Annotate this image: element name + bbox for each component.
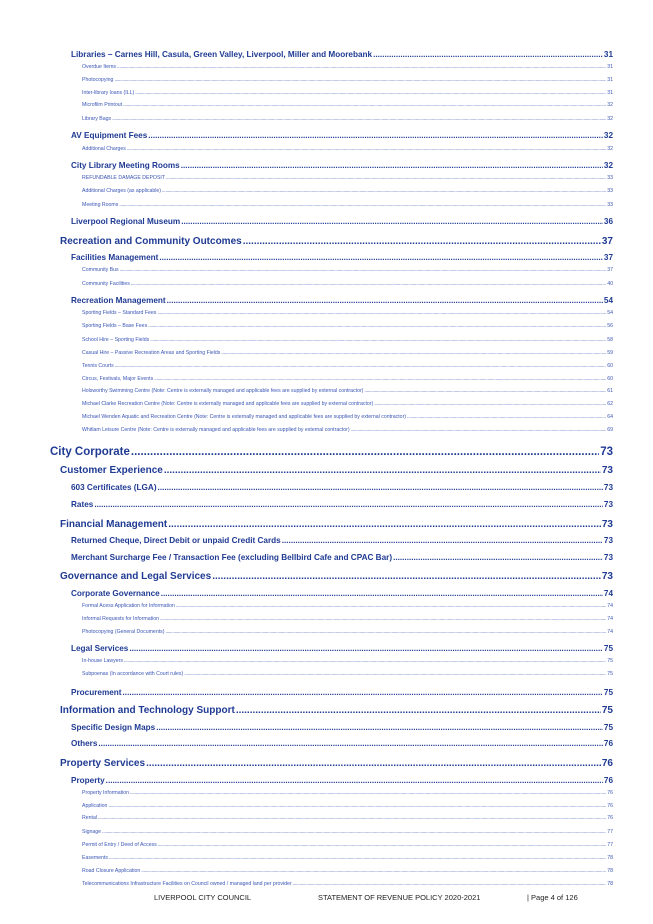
toc-entry-page: 54 [603, 296, 613, 305]
toc-entry[interactable] [82, 401, 613, 407]
toc-entry-title: Application [82, 803, 108, 809]
toc-entry[interactable] [82, 116, 613, 122]
toc-entry-title: Property Services [60, 758, 146, 769]
toc-entry-page: 73 [601, 519, 613, 530]
toc-dot-leader [162, 188, 606, 194]
toc-entry-page: 32 [607, 102, 613, 108]
toc-dot-leader [181, 217, 603, 226]
toc-dot-leader [393, 553, 603, 562]
toc-entry-page: 77 [607, 829, 613, 835]
toc-entry[interactable] [82, 790, 613, 796]
toc-entry-title: Subpoenas (In accordance with Court rules) [82, 671, 184, 677]
toc-entry[interactable] [82, 363, 613, 369]
toc-dot-leader [109, 855, 606, 861]
toc-entry[interactable] [71, 500, 613, 509]
toc-entry[interactable] [82, 881, 613, 887]
toc-entry-title: Property Information [82, 790, 129, 796]
toc-entry[interactable] [82, 855, 613, 861]
toc-entry-page: 76 [603, 776, 613, 785]
toc-dot-leader [127, 146, 606, 152]
toc-entry-page: 74 [607, 616, 613, 622]
toc-dot-leader [156, 723, 603, 732]
toc-entry-page: 78 [607, 855, 613, 861]
toc-entry-title: Informal Requests for Information [82, 616, 159, 622]
toc-entry[interactable] [71, 553, 613, 562]
toc-entry-page: 76 [607, 790, 613, 796]
toc-entry[interactable] [82, 102, 613, 108]
toc-entry[interactable] [82, 803, 613, 809]
toc-entry-title: Sporting Fields – Standard Fees [82, 310, 157, 316]
toc-entry[interactable] [71, 131, 613, 140]
toc-entry[interactable] [82, 350, 613, 356]
toc-entry[interactable] [82, 64, 613, 70]
toc-entry[interactable] [82, 202, 613, 208]
toc-entry-title: Information and Technology Support [60, 705, 235, 716]
toc-entry-title: Casual Hire – Passive Recreation Areas and Sporting Fields [82, 350, 221, 356]
toc-entry-page: 74 [607, 629, 613, 635]
toc-dot-leader [150, 337, 606, 343]
toc-entry-title: Additional Charges (as applicable) [82, 188, 162, 194]
toc-entry-title: Liverpool Regional Museum [71, 217, 181, 226]
toc-entry-page: 40 [607, 281, 613, 287]
toc-entry[interactable] [82, 337, 613, 343]
toc-entry-title: Photocopying (General Documents) [82, 629, 165, 635]
toc-entry-title: Community Bus [82, 267, 119, 273]
toc-dot-leader [158, 483, 603, 492]
toc-entry-title: AV Equipment Fees [71, 131, 148, 140]
toc-entry[interactable] [71, 776, 613, 785]
toc-entry[interactable] [60, 236, 613, 247]
toc-entry-title: Library Bags [82, 116, 112, 122]
toc-dot-leader [123, 688, 603, 697]
toc-entry-title: Whitlam Leisure Centre (Note: Centre is externally managed and applicable fees are supplied by external contractor) [82, 427, 350, 433]
toc-entry-title: Tennis Courts [82, 363, 114, 369]
toc-dot-leader [293, 881, 607, 887]
toc-dot-leader [115, 363, 607, 369]
toc-entry-title: Michael Clarke Recreation Centre (Note: Centre is externally managed and applicable fees are supplied by external contractor) [82, 401, 374, 407]
toc-entry-page: 73 [600, 446, 613, 458]
toc-entry-page: 60 [607, 376, 613, 382]
toc-entry[interactable] [71, 723, 613, 732]
toc-entry-page: 31 [603, 50, 613, 59]
toc-entry-title: Facilities Management [71, 253, 159, 262]
toc-dot-leader [131, 281, 606, 287]
toc-entry-title: Rental [82, 815, 97, 821]
toc-entry-page: 76 [607, 803, 613, 809]
toc-entry[interactable] [82, 267, 613, 273]
toc-dot-leader [129, 644, 603, 653]
toc-entry-title: Michael Wenden Aquatic and Recreation Centre (Note: Centre is externally managed and applicable fees are supplied by external contractor) [82, 414, 407, 420]
toc-entry-page: 73 [603, 536, 613, 545]
toc-entry[interactable] [82, 815, 613, 821]
toc-entry-page: 33 [607, 202, 613, 208]
toc-dot-leader [114, 77, 606, 83]
toc-dot-leader [165, 629, 606, 635]
toc-entry-title: Telecommunications Infrastructure Facilities on Council owned / managed land per provider [82, 881, 292, 887]
toc-dot-leader [159, 253, 603, 262]
toc-entry[interactable] [60, 571, 613, 582]
toc-dot-leader [282, 536, 603, 545]
toc-entry-title: Customer Experience [60, 465, 163, 476]
toc-entry[interactable] [71, 589, 613, 598]
toc-entry-title: Libraries – Carnes Hill, Casula, Green Valley, Liverpool, Miller and Moorebank [71, 50, 373, 59]
toc-dot-leader [164, 465, 601, 476]
toc-entry[interactable] [82, 842, 613, 848]
toc-entry-title: Overdue Items [82, 64, 117, 70]
toc-entry-title: REFUNDABLE DAMAGE DEPOSIT [82, 175, 166, 181]
toc-entry-page: 33 [607, 188, 613, 194]
toc-dot-leader [236, 705, 601, 716]
toc-entry-page: 69 [607, 427, 613, 433]
toc-entry-title: Microfilm Printout [82, 102, 123, 108]
toc-entry-page: 75 [607, 671, 613, 677]
toc-entry-title: In-house Lawyers [82, 658, 123, 664]
toc-entry[interactable] [60, 758, 613, 769]
toc-entry[interactable] [50, 446, 613, 458]
toc-entry[interactable] [82, 414, 613, 420]
toc-entry[interactable] [82, 77, 613, 83]
toc-entry-page: 31 [607, 64, 613, 70]
toc-entry-page: 76 [607, 815, 613, 821]
toc-entry-page: 32 [603, 161, 613, 170]
toc-dot-leader [364, 388, 606, 394]
toc-entry-title: Corporate Governance [71, 589, 160, 598]
toc-dot-leader [158, 842, 607, 848]
toc-entry[interactable] [71, 253, 613, 262]
toc-entry-title: Financial Management [60, 519, 168, 530]
toc-entry-page: 74 [607, 603, 613, 609]
toc-entry[interactable] [82, 671, 613, 677]
toc-entry-title: 603 Certificates (LGA) [71, 483, 157, 492]
toc-entry-title: Rates [71, 500, 94, 509]
toc-dot-leader [98, 739, 603, 748]
toc-entry[interactable] [71, 688, 613, 697]
toc-entry[interactable] [82, 658, 613, 664]
toc-dot-leader [123, 102, 606, 108]
toc-dot-leader [108, 803, 606, 809]
toc-dot-leader [154, 376, 606, 382]
toc-entry[interactable] [82, 829, 613, 835]
toc-entry-title: Merchant Surcharge Fee / Transaction Fee (excluding Bellbird Cafe and CPAC Bar) [71, 553, 393, 562]
toc-entry[interactable] [71, 536, 613, 545]
toc-entry-page: 32 [603, 131, 613, 140]
toc-entry[interactable] [82, 146, 613, 152]
footer-page-number: | Page 4 of 126 [527, 893, 578, 902]
toc-entry-title: Sporting Fields – Base Fees [82, 323, 148, 329]
toc-entry-page: 56 [607, 323, 613, 329]
toc-dot-leader [166, 175, 606, 181]
toc-entry-page: 75 [601, 705, 613, 716]
toc-dot-leader [119, 202, 606, 208]
toc-dot-leader [167, 296, 603, 305]
toc-dot-leader [221, 350, 606, 356]
toc-entry-page: 78 [607, 881, 613, 887]
toc-entry-title: Legal Services [71, 644, 129, 653]
toc-entry-title: Formal Acess Application for Information [82, 603, 175, 609]
toc-entry-page: 64 [607, 414, 613, 420]
toc-entry[interactable] [71, 217, 613, 226]
toc-entry-page: 77 [607, 842, 613, 848]
toc-dot-leader [243, 236, 601, 247]
toc-entry[interactable] [82, 427, 613, 433]
toc-dot-leader [373, 50, 603, 59]
toc-entry-page: 59 [607, 350, 613, 356]
toc-entry-title: Procurement [71, 688, 122, 697]
toc-dot-leader [168, 519, 601, 530]
toc-entry[interactable] [71, 161, 613, 170]
toc-entry[interactable] [82, 616, 613, 622]
toc-entry-page: 58 [607, 337, 613, 343]
toc-entry-page: 31 [607, 90, 613, 96]
toc-entry-page: 73 [601, 465, 613, 476]
toc-dot-leader [176, 603, 606, 609]
toc-entry-title: Inter-library loans (ILL) [82, 90, 135, 96]
toc-entry-page: 75 [603, 688, 613, 697]
toc-dot-leader [106, 776, 603, 785]
toc-entry-page: 60 [607, 363, 613, 369]
toc-dot-leader [98, 815, 606, 821]
toc-entry-title: Property [71, 776, 105, 785]
toc-entry-page: 62 [607, 401, 613, 407]
toc-entry[interactable] [82, 323, 613, 329]
toc-entry-title: Specific Design Maps [71, 723, 156, 732]
toc-dot-leader [157, 310, 606, 316]
toc-dot-leader [120, 267, 607, 273]
toc-dot-leader [94, 500, 603, 509]
toc-entry[interactable] [71, 296, 613, 305]
toc-entry-page: 54 [607, 310, 613, 316]
toc-dot-leader [135, 90, 606, 96]
toc-entry-page: 73 [601, 571, 613, 582]
toc-entry[interactable] [82, 388, 613, 394]
toc-entry[interactable] [60, 705, 613, 716]
toc-entry-title: Returned Cheque, Direct Debit or unpaid Credit Cards [71, 536, 281, 545]
toc-entry-title: Circus, Festivals, Major Events [82, 376, 154, 382]
toc-dot-leader [181, 161, 603, 170]
toc-entry[interactable] [71, 644, 613, 653]
toc-entry[interactable] [71, 739, 613, 748]
toc-entry-page: 32 [607, 146, 613, 152]
toc-entry[interactable] [60, 519, 613, 530]
toc-entry-page: 75 [607, 658, 613, 664]
toc-entry-page: 75 [603, 723, 613, 732]
toc-dot-leader [146, 758, 601, 769]
toc-dot-leader [374, 401, 606, 407]
toc-entry-page: 33 [607, 175, 613, 181]
toc-entry[interactable] [82, 376, 613, 382]
toc-dot-leader [160, 616, 606, 622]
toc-entry-page: 37 [607, 267, 613, 273]
toc-entry[interactable] [82, 175, 613, 181]
toc-entry-page: 37 [603, 253, 613, 262]
toc-entry-page: 73 [603, 483, 613, 492]
toc-entry-title: Road Closure Application [82, 868, 141, 874]
toc-dot-leader [117, 64, 606, 70]
toc-dot-leader [130, 790, 606, 796]
toc-entry[interactable] [82, 90, 613, 96]
toc-dot-leader [148, 131, 603, 140]
toc-dot-leader [124, 658, 606, 664]
toc-entry[interactable] [82, 188, 613, 194]
toc-entry-page: 74 [603, 589, 613, 598]
toc-entry[interactable] [60, 465, 613, 476]
toc-dot-leader [212, 571, 601, 582]
toc-entry-page: 36 [603, 217, 613, 226]
toc-entry-title: Meeting Rooms [82, 202, 119, 208]
toc-entry[interactable] [82, 281, 613, 287]
toc-entry-title: Recreation and Community Outcomes [60, 236, 242, 247]
toc-entry-title: Photocopying [82, 77, 114, 83]
toc-entry-page: 75 [603, 644, 613, 653]
toc-entry[interactable] [82, 603, 613, 609]
toc-entry-title: Community Facilities [82, 281, 130, 287]
toc-entry-page: 61 [607, 388, 613, 394]
toc-entry-title: Others [71, 739, 98, 748]
toc-dot-leader [161, 589, 603, 598]
toc-entry-title: Holsworthy Swimming Centre (Note: Centre is externally managed and applicable fees are supplied by external contractor) [82, 388, 364, 394]
toc-entry[interactable] [82, 629, 613, 635]
toc-entry-title: Additional Charges [82, 146, 126, 152]
page-footer [0, 893, 653, 907]
toc-dot-leader [102, 829, 606, 835]
toc-entry-title: Recreation Management [71, 296, 166, 305]
toc-entry-page: 78 [607, 868, 613, 874]
toc-entry-title: Permit of Entry / Deed of Access [82, 842, 157, 848]
toc-entry-page: 73 [603, 500, 613, 509]
toc-entry-title: School Hire – Sporting Fields [82, 337, 150, 343]
toc-entry-title: Signage [82, 829, 102, 835]
toc-dot-leader [112, 116, 606, 122]
toc-entry-title: City Corporate [50, 446, 130, 458]
toc-entry-title: City Library Meeting Rooms [71, 161, 180, 170]
footer-document-title: STATEMENT OF REVENUE POLICY 2020-2021 [318, 893, 481, 902]
toc-dot-leader [351, 427, 607, 433]
toc-dot-leader [184, 671, 606, 677]
toc-entry[interactable] [82, 310, 613, 316]
toc-dot-leader [407, 414, 606, 420]
toc-dot-leader [141, 868, 606, 874]
footer-organization: LIVERPOOL CITY COUNCIL [154, 893, 252, 902]
toc-entry-page: 73 [603, 553, 613, 562]
toc-entry-page: 31 [607, 77, 613, 83]
toc-entry-title: Easements [82, 855, 108, 861]
toc-entry-page: 76 [603, 739, 613, 748]
toc-entry-title: Governance and Legal Services [60, 571, 212, 582]
toc-entry-page: 37 [601, 236, 613, 247]
toc-entry[interactable] [82, 868, 613, 874]
toc-dot-leader [148, 323, 606, 329]
toc-entry-page: 32 [607, 116, 613, 122]
toc-entry-page: 76 [601, 758, 613, 769]
toc-entry[interactable] [71, 50, 613, 59]
toc-dot-leader [131, 446, 599, 458]
toc-entry[interactable] [71, 483, 613, 492]
